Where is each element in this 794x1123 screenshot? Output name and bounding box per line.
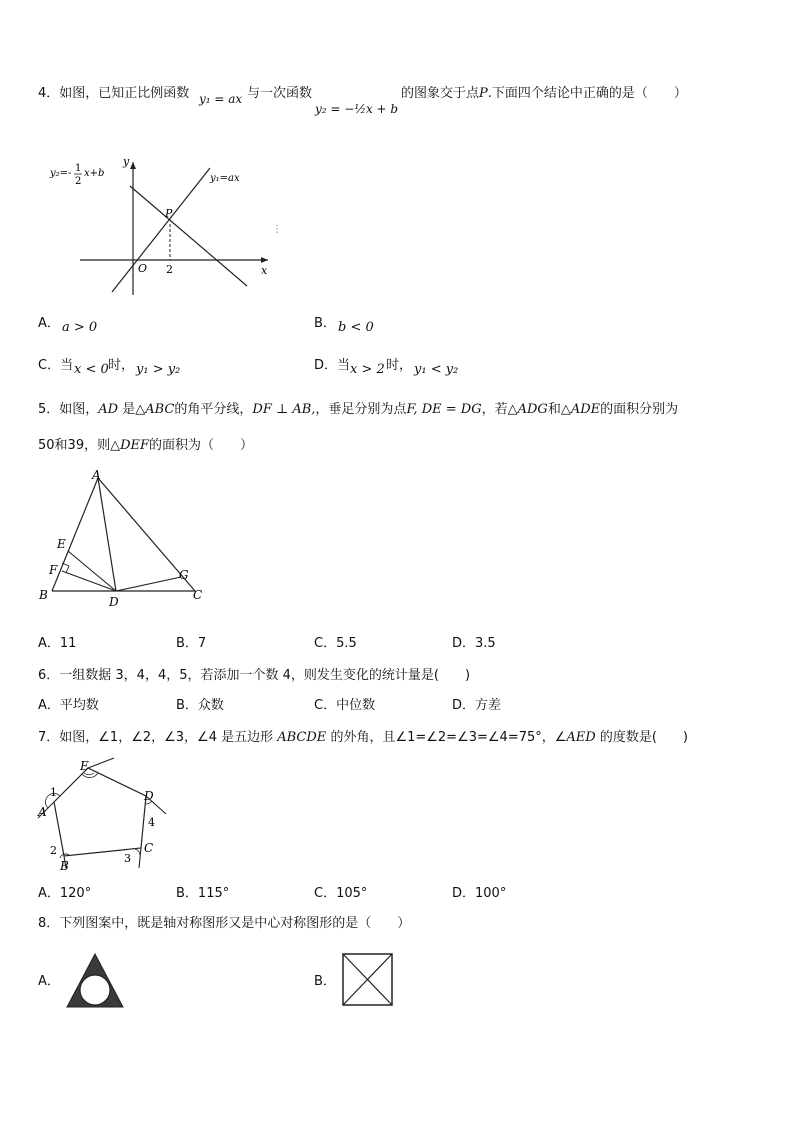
q4-formula-y1: y₁ = ax	[199, 92, 243, 106]
label-c: C	[193, 588, 203, 602]
q4-stem-part2: 与一次函数	[247, 86, 313, 101]
q4-option-d-cond: x > 2	[350, 362, 385, 377]
q7-stem: 7．如图，∠1，∠2，∠3，∠4 是五边形 ABCDE 的外角，且∠1=∠2=∠3=∠4=75°，∠AED 的度数是( )	[38, 730, 689, 745]
pentagon-abcde	[54, 768, 146, 856]
label-c: C	[144, 841, 154, 855]
line-y2	[130, 186, 247, 286]
label-angle-2: 2	[50, 844, 57, 857]
q4-stem-part1: 4．如图，已知正比例函数	[38, 86, 190, 101]
label-g: G	[179, 568, 189, 582]
segment-dg	[116, 577, 181, 591]
label-x: x	[261, 264, 268, 277]
q4-option-d-label: D．当	[314, 358, 351, 373]
q7-option-b: B．115°	[176, 886, 230, 901]
label-y2-tail: x+b	[84, 168, 105, 179]
label-y2-half-num: 1	[75, 163, 82, 174]
arc-angle-e-inner	[84, 773, 94, 775]
q8-option-a-label: A．	[38, 974, 60, 989]
label-e: E	[80, 759, 89, 773]
label-two: 2	[166, 263, 173, 276]
label-a: A	[92, 468, 101, 482]
q6-option-c: C．中位数	[314, 698, 376, 713]
q5-option-b: B．7	[176, 636, 207, 651]
label-y: y	[123, 155, 130, 168]
q4-option-a-expr: a > 0	[62, 320, 98, 335]
q4-option-b-label: B．	[314, 316, 336, 331]
extension-ae	[88, 758, 114, 768]
label-y2-prefix: y₂=-	[50, 168, 72, 179]
q8-option-b-label: B．	[314, 974, 336, 989]
label-point-p: P	[165, 207, 173, 220]
inner-circle-icon	[80, 975, 110, 1005]
line-y1	[112, 168, 210, 292]
label-angle-4: 4	[148, 816, 155, 829]
q7-option-d: D．100°	[452, 886, 507, 901]
q6-option-a: A．平均数	[38, 698, 99, 713]
q4-option-c-expr: y₁ > y₂	[136, 362, 181, 377]
q4-option-d-mid: 时，	[386, 358, 413, 373]
q5-stem-line1: 5．如图，AD 是△ABC的角平分线，DF ⊥ AB,，垂足分别为点F, DE = DG，若△ADG和△ADE的面积分别为	[38, 402, 679, 417]
label-origin: O	[138, 262, 148, 275]
q6-option-d: D．方差	[452, 698, 502, 713]
q6-stem: 6．一组数据 3，4，4，5，若添加一个数 4，则发生变化的统计量是( )	[38, 668, 471, 683]
segment-df	[62, 571, 116, 591]
q6-option-b: B．众数	[176, 698, 224, 713]
triangle-abc	[52, 478, 195, 591]
label-angle-3: 3	[124, 852, 131, 865]
label-e: E	[57, 537, 66, 551]
q5-option-d: D．3.5	[452, 636, 496, 651]
q5-option-a: A．11	[38, 636, 77, 651]
arc-angle-3	[135, 849, 140, 855]
small-dots: ⋮	[272, 224, 282, 235]
q5-option-c: C．5.5	[314, 636, 357, 651]
label-a: A	[38, 805, 47, 819]
q4-formula-y2: y₂ = −½x + b	[315, 102, 399, 116]
label-d: D	[109, 595, 119, 609]
q4-option-c-mid: 时，	[108, 358, 135, 373]
q8-option-b-figure	[342, 953, 394, 1007]
label-f: F	[49, 563, 58, 577]
y-axis-arrow-icon	[130, 162, 136, 169]
x-axis-arrow-icon	[261, 257, 268, 263]
q4-option-d-expr: y₁ < y₂	[414, 362, 459, 377]
q7-option-a: A．120°	[38, 886, 92, 901]
q8-option-a-figure	[66, 952, 126, 1008]
label-angle-1: 1	[50, 786, 57, 799]
q4-option-c-cond: x < 0	[74, 362, 109, 377]
label-y1: y₁=ax	[210, 173, 240, 184]
label-b: B	[60, 859, 69, 873]
q7-option-c: C．105°	[314, 886, 368, 901]
q5-triangle-figure	[36, 466, 216, 609]
label-b: B	[39, 588, 48, 602]
q4-option-b-expr: b < 0	[338, 320, 374, 335]
q7-pentagon-figure	[34, 756, 184, 876]
q4-stem-part3: 的图象交于点P.下面四个结论中正确的是（ ）	[401, 86, 687, 101]
q5-stem-line2: 50和39，则△DEF的面积为（ ）	[38, 438, 254, 453]
label-y2-half-den: 2	[75, 176, 82, 187]
q4-option-a-label: A．	[38, 316, 60, 331]
label-d: D	[144, 789, 154, 803]
q8-stem: 8．下列图案中，既是轴对称图形又是中心对称图形的是（ ）	[38, 916, 411, 931]
segment-de	[68, 551, 116, 591]
q4-graph-figure	[40, 150, 280, 300]
q4-option-c-label: C．当	[38, 358, 74, 373]
